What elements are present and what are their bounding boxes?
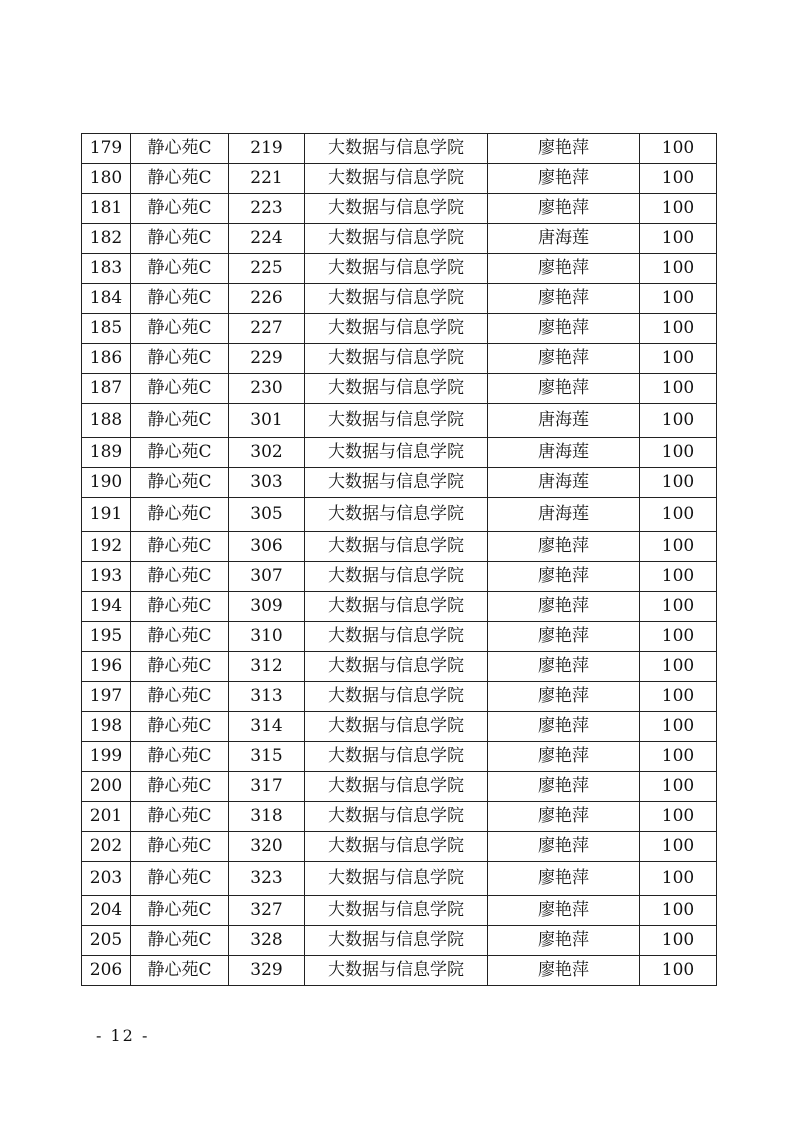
building-cell: 静心苑C [131,284,229,314]
building-cell: 静心苑C [131,862,229,896]
score-cell: 100 [640,926,717,956]
college-cell: 大数据与信息学院 [305,468,488,498]
room-cell: 315 [229,742,305,772]
counselor-cell: 廖艳萍 [488,896,640,926]
room-cell: 227 [229,314,305,344]
table-row [82,592,717,622]
college-cell: 大数据与信息学院 [305,284,488,314]
college-cell: 大数据与信息学院 [305,862,488,896]
table-row [82,374,717,404]
building-cell: 静心苑C [131,682,229,712]
counselor-cell: 唐海莲 [488,498,640,532]
counselor-cell: 廖艳萍 [488,314,640,344]
counselor-cell: 廖艳萍 [488,164,640,194]
room-cell: 303 [229,468,305,498]
building-cell: 静心苑C [131,896,229,926]
room-cell: 219 [229,134,305,164]
room-cell: 224 [229,224,305,254]
college-cell: 大数据与信息学院 [305,562,488,592]
page-number: - 12 - [96,1026,150,1045]
score-cell: 100 [640,532,717,562]
row-number-cell: 190 [82,468,131,498]
counselor-cell: 廖艳萍 [488,712,640,742]
room-cell: 302 [229,438,305,468]
building-cell: 静心苑C [131,468,229,498]
college-cell: 大数据与信息学院 [305,622,488,652]
row-number-cell: 186 [82,344,131,374]
table-row [82,284,717,314]
table-row [82,164,717,194]
college-cell: 大数据与信息学院 [305,652,488,682]
room-cell: 318 [229,802,305,832]
college-cell: 大数据与信息学院 [305,532,488,562]
row-number-cell: 185 [82,314,131,344]
table-row [82,404,717,438]
room-cell: 307 [229,562,305,592]
college-cell: 大数据与信息学院 [305,926,488,956]
row-number-cell: 198 [82,712,131,742]
college-cell: 大数据与信息学院 [305,134,488,164]
building-cell: 静心苑C [131,498,229,532]
score-cell: 100 [640,194,717,224]
counselor-cell: 廖艳萍 [488,772,640,802]
counselor-cell: 廖艳萍 [488,926,640,956]
table-row [82,772,717,802]
room-cell: 327 [229,896,305,926]
building-cell: 静心苑C [131,164,229,194]
row-number-cell: 192 [82,532,131,562]
counselor-cell: 廖艳萍 [488,652,640,682]
room-cell: 314 [229,712,305,742]
building-cell: 静心苑C [131,254,229,284]
row-number-cell: 181 [82,194,131,224]
room-cell: 323 [229,862,305,896]
row-number-cell: 187 [82,374,131,404]
table-row [82,926,717,956]
building-cell: 静心苑C [131,314,229,344]
score-cell: 100 [640,712,717,742]
table-row [82,862,717,896]
score-cell: 100 [640,254,717,284]
score-cell: 100 [640,498,717,532]
room-cell: 328 [229,926,305,956]
row-number-cell: 188 [82,404,131,438]
table-body [82,134,717,986]
room-cell: 310 [229,622,305,652]
counselor-cell: 廖艳萍 [488,344,640,374]
score-cell: 100 [640,682,717,712]
row-number-cell: 195 [82,622,131,652]
score-cell: 100 [640,652,717,682]
table-row [82,194,717,224]
score-cell: 100 [640,374,717,404]
room-cell: 312 [229,652,305,682]
counselor-cell: 廖艳萍 [488,832,640,862]
score-cell: 100 [640,956,717,986]
score-cell: 100 [640,592,717,622]
row-number-cell: 206 [82,956,131,986]
row-number-cell: 196 [82,652,131,682]
row-number-cell: 179 [82,134,131,164]
college-cell: 大数据与信息学院 [305,438,488,468]
score-cell: 100 [640,802,717,832]
score-cell: 100 [640,314,717,344]
score-cell: 100 [640,344,717,374]
counselor-cell: 廖艳萍 [488,562,640,592]
dormitory-table [81,133,717,986]
table-row [82,802,717,832]
building-cell: 静心苑C [131,438,229,468]
score-cell: 100 [640,862,717,896]
score-cell: 100 [640,134,717,164]
building-cell: 静心苑C [131,592,229,622]
score-cell: 100 [640,404,717,438]
building-cell: 静心苑C [131,532,229,562]
counselor-cell: 唐海莲 [488,468,640,498]
room-cell: 221 [229,164,305,194]
row-number-cell: 189 [82,438,131,468]
counselor-cell: 廖艳萍 [488,622,640,652]
table-row [82,956,717,986]
building-cell: 静心苑C [131,652,229,682]
table-row [82,832,717,862]
row-number-cell: 199 [82,742,131,772]
building-cell: 静心苑C [131,374,229,404]
score-cell: 100 [640,742,717,772]
building-cell: 静心苑C [131,802,229,832]
college-cell: 大数据与信息学院 [305,956,488,986]
table-row [82,134,717,164]
row-number-cell: 197 [82,682,131,712]
counselor-cell: 唐海莲 [488,224,640,254]
building-cell: 静心苑C [131,772,229,802]
counselor-cell: 廖艳萍 [488,742,640,772]
college-cell: 大数据与信息学院 [305,164,488,194]
score-cell: 100 [640,438,717,468]
college-cell: 大数据与信息学院 [305,254,488,284]
college-cell: 大数据与信息学院 [305,682,488,712]
counselor-cell: 廖艳萍 [488,802,640,832]
table-row [82,742,717,772]
college-cell: 大数据与信息学院 [305,194,488,224]
building-cell: 静心苑C [131,224,229,254]
counselor-cell: 廖艳萍 [488,134,640,164]
table-row [82,896,717,926]
college-cell: 大数据与信息学院 [305,344,488,374]
row-number-cell: 191 [82,498,131,532]
room-cell: 229 [229,344,305,374]
counselor-cell: 廖艳萍 [488,956,640,986]
table-row [82,682,717,712]
counselor-cell: 廖艳萍 [488,592,640,622]
counselor-cell: 廖艳萍 [488,194,640,224]
college-cell: 大数据与信息学院 [305,314,488,344]
room-cell: 313 [229,682,305,712]
college-cell: 大数据与信息学院 [305,498,488,532]
counselor-cell: 廖艳萍 [488,254,640,284]
room-cell: 225 [229,254,305,284]
building-cell: 静心苑C [131,742,229,772]
college-cell: 大数据与信息学院 [305,742,488,772]
table-row [82,344,717,374]
college-cell: 大数据与信息学院 [305,374,488,404]
room-cell: 230 [229,374,305,404]
building-cell: 静心苑C [131,622,229,652]
building-cell: 静心苑C [131,832,229,862]
score-cell: 100 [640,284,717,314]
room-cell: 301 [229,404,305,438]
score-cell: 100 [640,832,717,862]
room-cell: 305 [229,498,305,532]
row-number-cell: 201 [82,802,131,832]
table-row [82,622,717,652]
building-cell: 静心苑C [131,134,229,164]
table-row [82,314,717,344]
table-row [82,438,717,468]
building-cell: 静心苑C [131,404,229,438]
college-cell: 大数据与信息学院 [305,224,488,254]
row-number-cell: 180 [82,164,131,194]
counselor-cell: 廖艳萍 [488,284,640,314]
counselor-cell: 廖艳萍 [488,532,640,562]
score-cell: 100 [640,468,717,498]
score-cell: 100 [640,562,717,592]
room-cell: 309 [229,592,305,622]
college-cell: 大数据与信息学院 [305,592,488,622]
table-row [82,224,717,254]
table-row [82,468,717,498]
row-number-cell: 184 [82,284,131,314]
counselor-cell: 唐海莲 [488,404,640,438]
college-cell: 大数据与信息学院 [305,772,488,802]
row-number-cell: 203 [82,862,131,896]
row-number-cell: 202 [82,832,131,862]
row-number-cell: 205 [82,926,131,956]
score-cell: 100 [640,896,717,926]
building-cell: 静心苑C [131,562,229,592]
building-cell: 静心苑C [131,712,229,742]
building-cell: 静心苑C [131,344,229,374]
table-row [82,652,717,682]
college-cell: 大数据与信息学院 [305,712,488,742]
room-cell: 320 [229,832,305,862]
room-cell: 329 [229,956,305,986]
score-cell: 100 [640,772,717,802]
table-row [82,712,717,742]
score-cell: 100 [640,224,717,254]
room-cell: 306 [229,532,305,562]
row-number-cell: 193 [82,562,131,592]
college-cell: 大数据与信息学院 [305,802,488,832]
score-cell: 100 [640,622,717,652]
score-cell: 100 [640,164,717,194]
row-number-cell: 204 [82,896,131,926]
counselor-cell: 廖艳萍 [488,862,640,896]
counselor-cell: 廖艳萍 [488,374,640,404]
table-row [82,498,717,532]
table-row [82,254,717,284]
building-cell: 静心苑C [131,194,229,224]
college-cell: 大数据与信息学院 [305,404,488,438]
college-cell: 大数据与信息学院 [305,832,488,862]
row-number-cell: 200 [82,772,131,802]
row-number-cell: 194 [82,592,131,622]
table-row [82,532,717,562]
room-cell: 223 [229,194,305,224]
counselor-cell: 唐海莲 [488,438,640,468]
room-cell: 317 [229,772,305,802]
row-number-cell: 183 [82,254,131,284]
college-cell: 大数据与信息学院 [305,896,488,926]
table-row [82,562,717,592]
room-cell: 226 [229,284,305,314]
building-cell: 静心苑C [131,956,229,986]
row-number-cell: 182 [82,224,131,254]
counselor-cell: 廖艳萍 [488,682,640,712]
building-cell: 静心苑C [131,926,229,956]
